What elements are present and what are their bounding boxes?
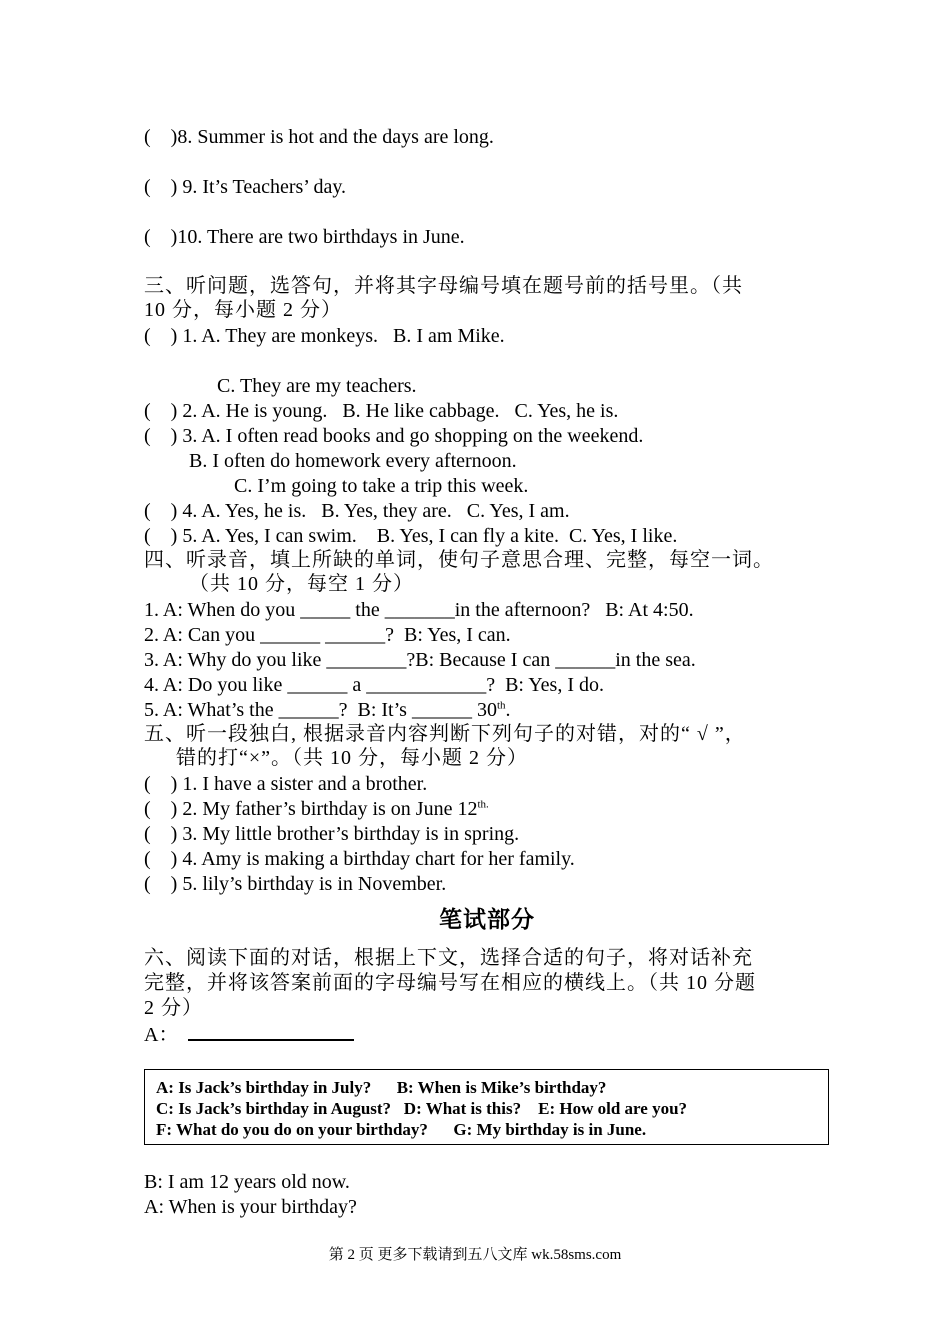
dialogue-line-a1 xyxy=(144,1021,354,1047)
section4-q5 xyxy=(144,698,511,722)
section5-title-line2: 错的打“×”。（共 10 分，每小题 2 分） xyxy=(176,747,529,769)
section4-title-line2: （共 10 分，每空 1 分） xyxy=(189,573,414,595)
options-row-3: F: What do you do on your birthday? G: My birthday is in June. xyxy=(156,1120,647,1139)
section5-q2-superscript: th. xyxy=(477,798,489,811)
dialogue-line-a2: A: When is your birthday? xyxy=(144,1196,357,1218)
section5-q2-text: ( ) 2. My father’s birthday is on June 12 xyxy=(144,798,478,820)
section4-q5-text: 5. A: What’s the ______? B: It’s ______ 30 xyxy=(144,699,497,721)
section3-q3-option-b: B. I often do homework every afternoon. xyxy=(189,450,517,472)
options-box xyxy=(144,1069,829,1145)
dialogue-a-label: A： xyxy=(144,1024,179,1046)
options-row-1: A: Is Jack’s birthday in July? B: When is Mike’s birthday? xyxy=(156,1078,607,1097)
section4-q4: 4. A: Do you like ______ a ____________? B: Yes, I do. xyxy=(144,674,604,696)
section6-title-line3: 2 分） xyxy=(144,997,203,1019)
section3-q3-option-c: C. I’m going to take a trip this week. xyxy=(234,475,529,497)
section5-q5: ( ) 5. lily’s birthday is in November. xyxy=(144,873,447,895)
section5-q2 xyxy=(144,797,489,821)
section4-q5-end: . xyxy=(505,699,511,721)
section5-q3: ( ) 3. My little brother’s birthday is in spring. xyxy=(144,823,520,845)
section4-q2: 2. A: Can you ______ ______? B: Yes, I can. xyxy=(144,624,511,646)
section5-q1: ( ) 1. I have a sister and a brother. xyxy=(144,773,428,795)
section3-title-line2: 10 分，每小题 2 分） xyxy=(144,299,342,321)
section6-title-line2: 完整，并将该答案前面的字母编号写在相应的横线上。（共 10 分题 xyxy=(144,972,756,994)
question-10: ( )10. There are two birthdays in June. xyxy=(144,226,465,248)
section3-q5: ( ) 5. A. Yes, I can swim. B. Yes, I can fly a kite. C. Yes, I like. xyxy=(144,525,678,547)
written-section-heading: 笔试部分 xyxy=(439,907,535,933)
options-row-2: C: Is Jack’s birthday in August? D: What is this? E: How old are you? xyxy=(156,1099,688,1118)
section3-q4: ( ) 4. A. Yes, he is. B. Yes, they are. C. Yes, I am. xyxy=(144,500,570,522)
section5-title-line1: 五、听一段独白, 根据录音内容判断下列句子的对错，对的“ √ ”， xyxy=(144,723,746,745)
section4-q3: 3. A: Why do you like ________?B: Because I can ______in the sea. xyxy=(144,649,696,671)
section4-q1: 1. A: When do you _____ the _______in the afternoon? B: At 4:50. xyxy=(144,599,694,621)
section3-q1: ( ) 1. A. They are monkeys. B. I am Mike. xyxy=(144,325,505,347)
section6-title-line1: 六、阅读下面的对话，根据上下文，选择合适的句子，将对话补充 xyxy=(144,947,753,969)
section3-q2: ( ) 2. A. He is young. B. He like cabbage. C. Yes, he is. xyxy=(144,400,619,422)
section3-title-line1: 三、听问题，选答句，并将其字母编号填在题号前的括号里。（共 xyxy=(144,275,743,297)
page-footer: 第 2 页 更多下载请到五八文库 wk.58sms.com xyxy=(328,1247,622,1263)
question-8: ( )8. Summer is hot and the days are long. xyxy=(144,126,494,148)
dialogue-line-b: B: I am 12 years old now. xyxy=(144,1171,350,1193)
answer-blank xyxy=(188,1021,354,1041)
section4-q5-superscript: th xyxy=(496,699,506,712)
section5-q4: ( ) 4. Amy is making a birthday chart for her family. xyxy=(144,848,575,870)
section3-q1-option-c: C. They are my teachers. xyxy=(217,375,417,397)
section3-q3: ( ) 3. A. I often read books and go shopping on the weekend. xyxy=(144,425,644,447)
question-9: ( ) 9. It’s Teachers’ day. xyxy=(144,176,347,198)
section4-title-line1: 四、听录音，填上所缺的单词，使句子意思合理、完整，每空一词。 xyxy=(144,549,774,571)
